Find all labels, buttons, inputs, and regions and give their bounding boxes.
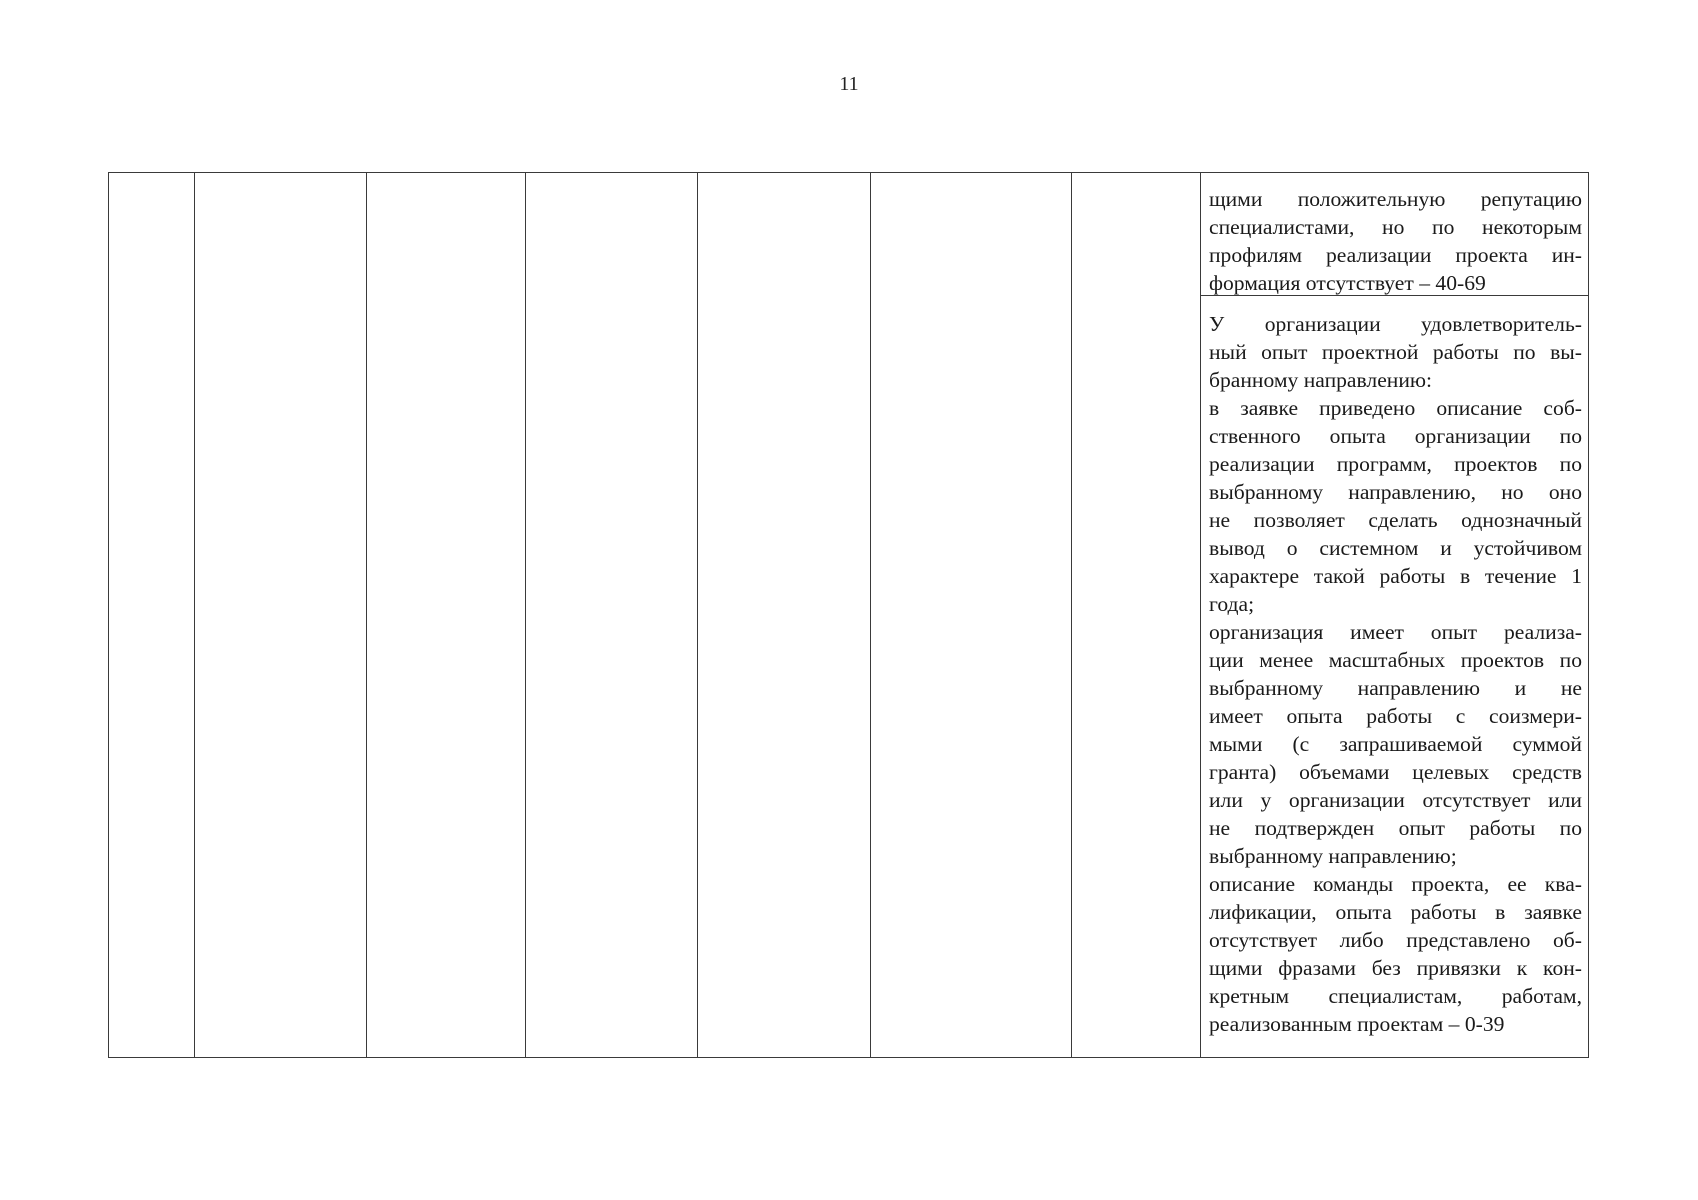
criteria-line: профилям реализации проекта ин- [1209,243,1582,267]
criteria-line: организация имеет опыт реализа- [1209,620,1582,644]
criteria-line: в заявке приведено описание соб- [1209,396,1582,420]
criteria-line: реализации программ, проектов по [1209,452,1582,476]
table-cell-col6 [871,173,1072,1058]
criteria-table [108,172,1589,1058]
criteria-line: бранному направлению: [1209,368,1433,392]
criteria-line: У организации удовлетворитель- [1209,312,1582,336]
criteria-line: выбранному направлению и не [1209,676,1582,700]
criteria-line: не позволяет сделать однозначный [1209,508,1582,532]
criteria-line: отсутствует либо представлено об- [1209,928,1582,952]
criteria-line: щими положительную репутацию [1209,187,1582,211]
criteria-line: имеет опыта работы с соизмери- [1209,704,1582,728]
table-cell-criteria [1201,173,1589,1058]
criteria-line: ный опыт проектной работы по вы- [1209,340,1582,364]
page-number: 11 [839,73,859,95]
criteria-line: ственного опыта организации по [1209,424,1582,448]
criteria-line: описание команды проекта, ее ква- [1209,872,1582,896]
table-cell-col7 [1072,173,1201,1058]
criteria-line: характере такой работы в течение 1 [1209,564,1582,588]
criteria-line: ции менее масштабных проектов по [1209,648,1582,672]
criteria-block-positive-reputation [1201,173,1588,295]
criteria-line: щими фразами без привязки к кон- [1209,956,1582,980]
criteria-line: реализованным проектам – 0-39 [1209,1012,1505,1036]
criteria-line: вывод о системном и устойчивом [1209,536,1582,560]
criteria-line: формация отсутствует – 40-69 [1209,271,1486,295]
criteria-line: гранта) объемами целевых средств [1209,760,1582,784]
table-cell-col3 [367,173,526,1058]
table-cell-col4 [526,173,698,1058]
table-row [109,173,1589,1058]
criteria-line: кретным специалистам, работам, [1209,984,1582,1008]
criteria-line: года; [1209,592,1255,616]
criteria-line: или у организации отсутствует или [1209,788,1582,812]
criteria-line: не подтвержден опыт работы по [1209,816,1582,840]
criteria-line: выбранному направлению; [1209,844,1457,868]
table-cell-col1 [109,173,195,1058]
criteria-line: выбранному направлению, но оно [1209,480,1582,504]
table-cell-col5 [698,173,871,1058]
criteria-line: мыми (с запрашиваемой суммой [1209,732,1582,756]
table-cell-col2 [195,173,367,1058]
criteria-line: специалистами, но по некоторым [1209,215,1582,239]
criteria-line: лификации, опыта работы в заявке [1209,900,1582,924]
criteria-block-satisfactory-experience [1201,295,1588,1046]
